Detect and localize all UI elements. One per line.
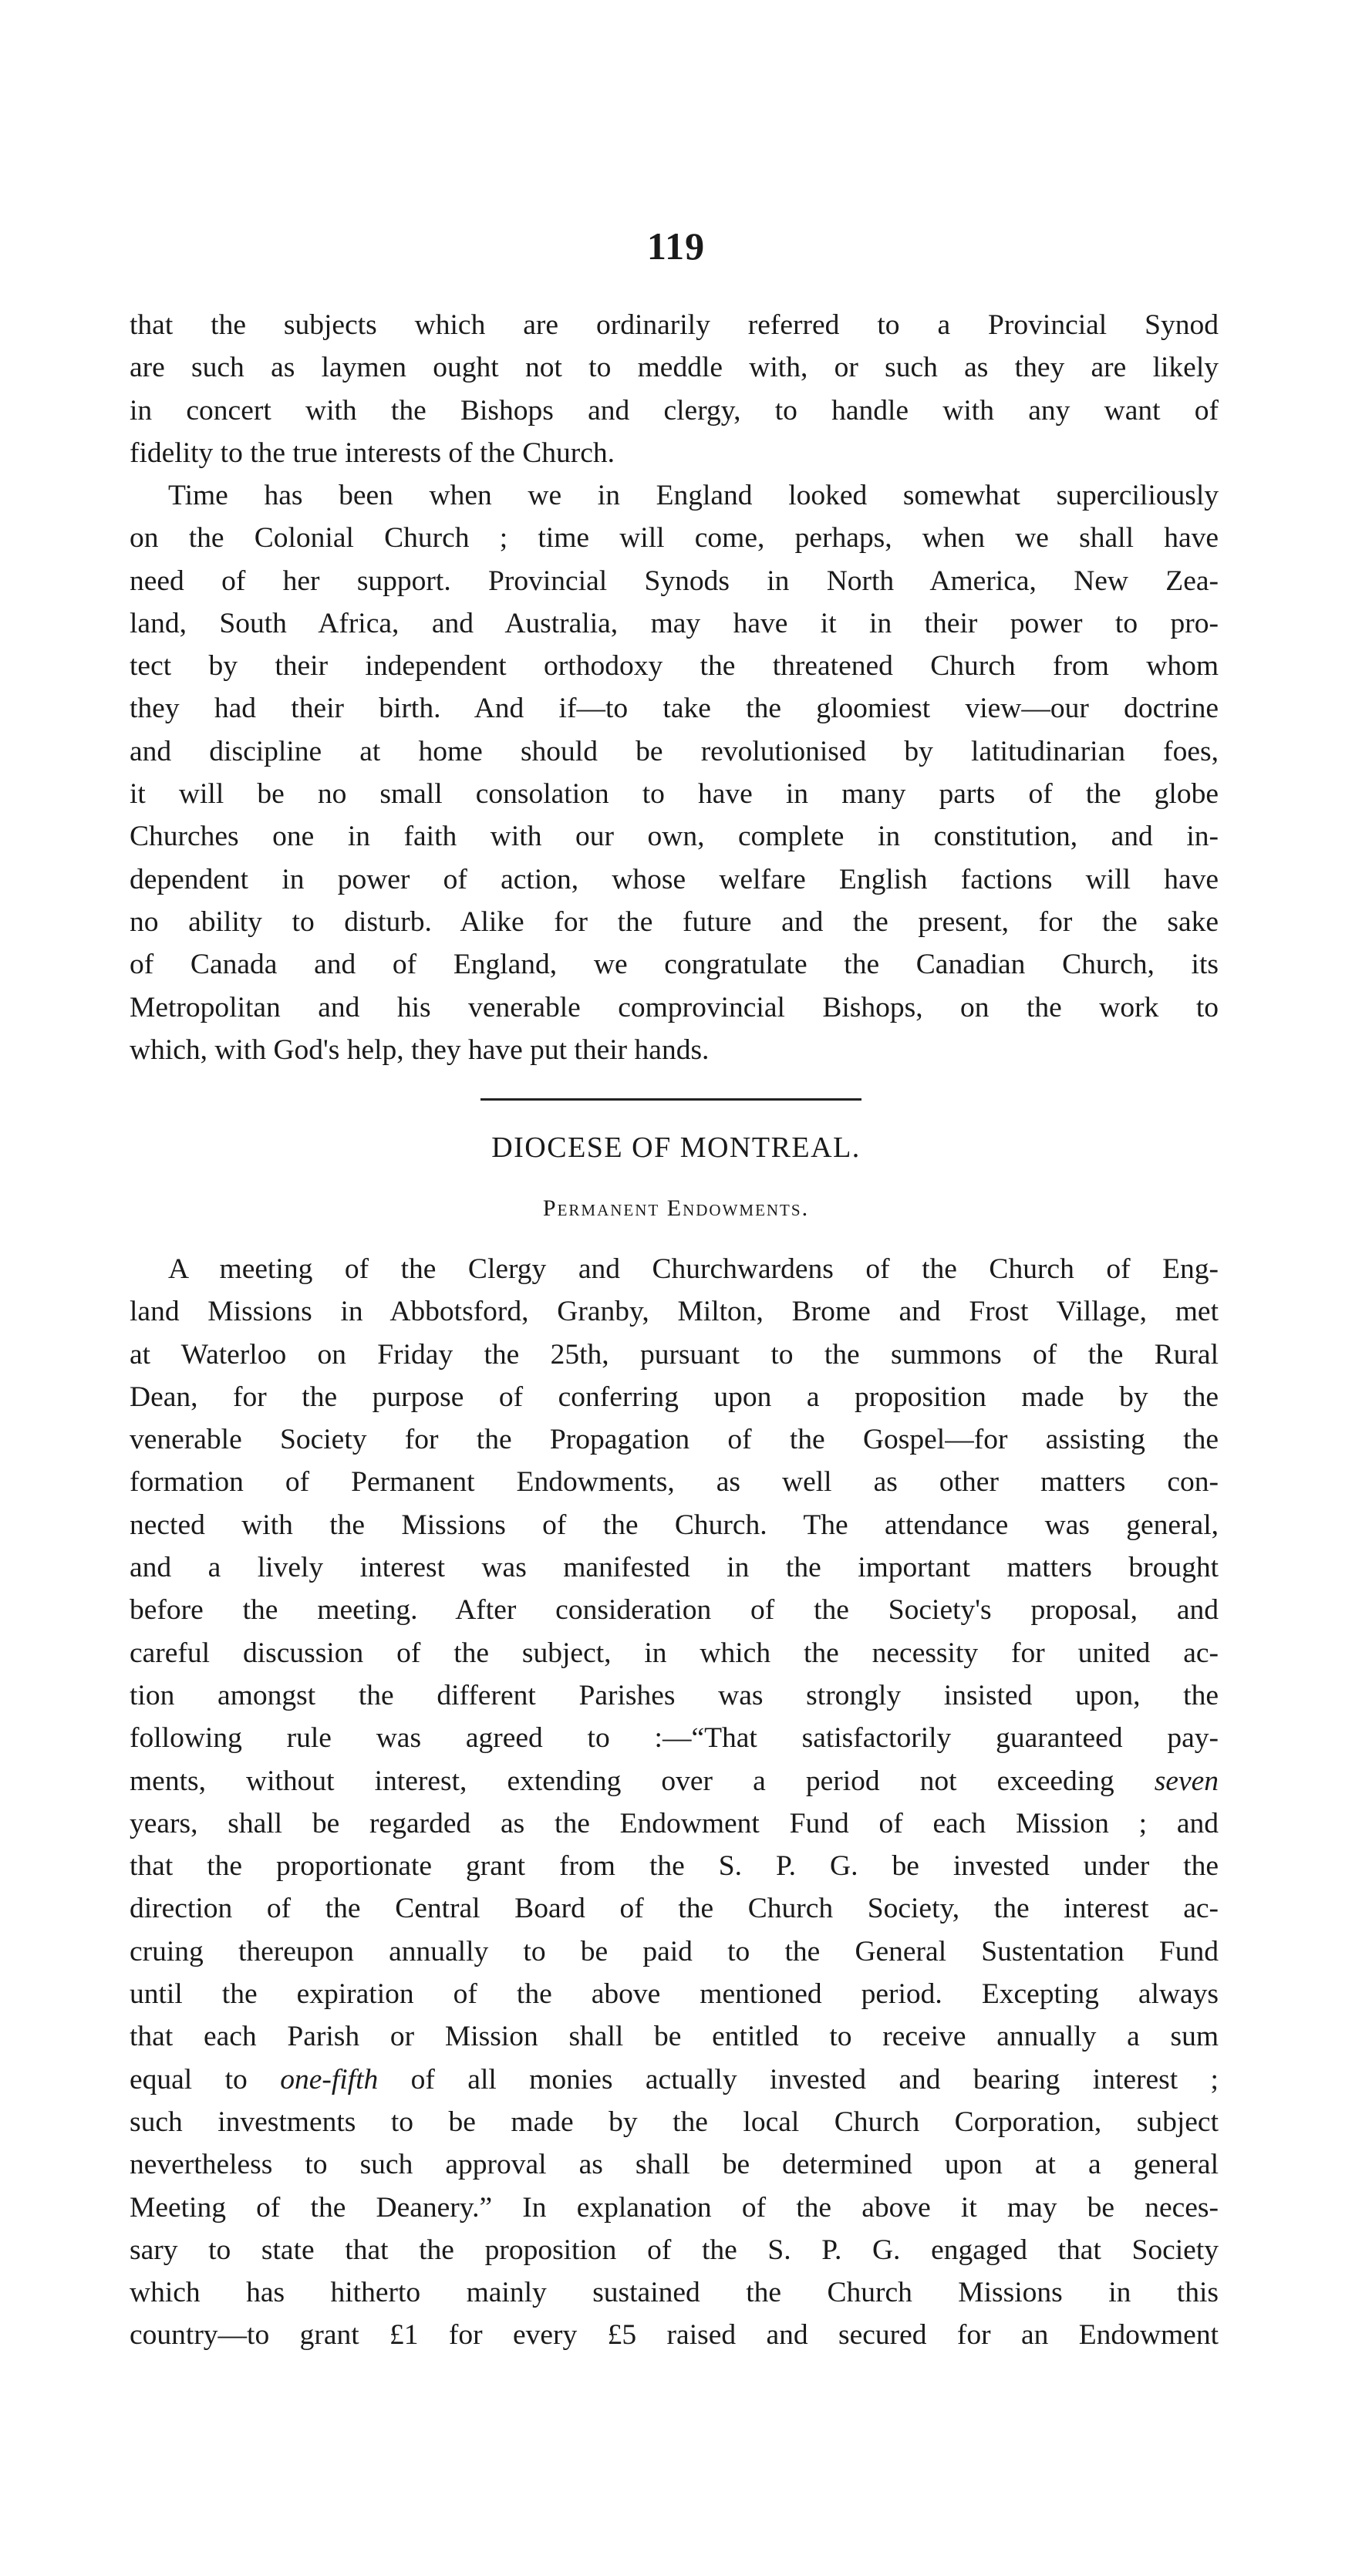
text-line: that each Parish or Mission shall be entitled to receive annually a sum bbox=[130, 2021, 1219, 2053]
text-line: land, South Africa, and Australia, may have it in their power to pro- bbox=[130, 607, 1219, 639]
section-heading: DIOCESE OF MONTREAL. bbox=[491, 1131, 861, 1164]
text-line: nevertheless to such approval as shall be determined upon at a general bbox=[130, 2149, 1219, 2181]
paragraph bbox=[130, 304, 1219, 474]
italic-text: one-fifth bbox=[280, 2063, 379, 2096]
text-line: land Missions in Abbotsford, Granby, Milton, Brome and Frost Village, met bbox=[130, 1296, 1219, 1328]
text-line: at Waterloo on Friday the 25th, pursuant to the summons of the Rural bbox=[130, 1338, 1219, 1371]
text-line: and a lively interest was manifested in the important matters brought bbox=[130, 1552, 1219, 1584]
paragraph-meeting bbox=[130, 1248, 1219, 2357]
text-line: they had their birth. And if—to take the gloomiest view—our doctrine bbox=[130, 693, 1219, 725]
text-line: tion amongst the different Parishes was strongly insisted upon, the bbox=[130, 1679, 1219, 1711]
text-line: are such as laymen ought not to meddle with, or such as they are likely bbox=[130, 352, 1219, 384]
text-line: Churches one in faith with our own, complete in constitution, and in- bbox=[130, 821, 1219, 853]
text-segment: ments, without interest, extending over a period not exceeding bbox=[130, 1765, 1155, 1797]
text-line: of Canada and of England, we congratulate the Canadian Church, its bbox=[130, 949, 1219, 981]
text-line: nected with the Missions of the Church. The attendance was general, bbox=[130, 1509, 1219, 1541]
paragraph-continuation bbox=[130, 304, 1219, 474]
paragraph-colonial-church bbox=[130, 474, 1219, 1071]
text-line: sary to state that the proposition of the S. P. G. engaged that Society bbox=[130, 2234, 1219, 2266]
text-line: venerable Society for the Propagation of the Gospel—for assisting the bbox=[130, 1424, 1219, 1456]
text-line: careful discussion of the subject, in which the necessity for united ac- bbox=[130, 1637, 1219, 1669]
text-line: country—to grant £1 for every £5 raised and secured for an Endowment bbox=[130, 2319, 1219, 2352]
text-line: tect by their independent orthodoxy the threatened Church from whom bbox=[130, 650, 1219, 683]
text-line: Time has been when we in England looked somewhat superciliously bbox=[168, 480, 1219, 511]
text-line: Meeting of the Deanery.” In explanation of the above it may be neces- bbox=[130, 2191, 1219, 2224]
text-line bbox=[130, 2058, 1219, 2101]
section-divider bbox=[480, 1098, 861, 1101]
text-line: fidelity to the true interests of the Church. bbox=[130, 437, 615, 469]
italic-text: seven bbox=[1154, 1765, 1219, 1797]
text-line: until the expiration of the above mentioned period. Excepting always bbox=[130, 1978, 1219, 2011]
text-line: dependent in power of action, whose welfare English factions will have bbox=[130, 863, 1219, 895]
text-line: need of her support. Provincial Synods in North America, New Zea- bbox=[130, 565, 1219, 597]
text-line: in concert with the Bishops and clergy, to handle with any want of bbox=[130, 394, 1219, 427]
text-line: on the Colonial Church ; time will come, perhaps, when we shall have bbox=[130, 522, 1219, 555]
page-number: 119 bbox=[646, 224, 706, 268]
text-line: that the proportionate grant from the S. P. G. be invested under the bbox=[130, 1850, 1219, 1883]
text-segment: equal to bbox=[130, 2063, 281, 2096]
text-line: Dean, for the purpose of conferring upon a proposition made by the bbox=[130, 1381, 1219, 1413]
paragraph bbox=[130, 1248, 1219, 2357]
text-line: Metropolitan and his venerable comprovincial Bishops, on the work to bbox=[130, 991, 1219, 1023]
text-line: which has hitherto mainly sustained the Church Missions in this bbox=[130, 2277, 1219, 2309]
paragraph bbox=[130, 474, 1219, 1071]
text-line: direction of the Central Board of the Church Society, the interest ac- bbox=[130, 1893, 1219, 1925]
text-line: which, with God's help, they have put their hands. bbox=[130, 1033, 710, 1066]
text-line: before the meeting. After consideration of the Society's proposal, and bbox=[130, 1594, 1219, 1627]
text-line: cruing thereupon annually to be paid to the General Sustentation Fund bbox=[130, 1935, 1219, 1967]
text-line: and discipline at home should be revolutionised by latitudinarian foes, bbox=[130, 735, 1219, 767]
section-subheading: Permanent Endowments. bbox=[542, 1195, 810, 1221]
text-line: it will be no small consolation to have in many parts of the globe bbox=[130, 778, 1219, 811]
text-line: A meeting of the Clergy and Churchwardens of the Church of Eng- bbox=[168, 1253, 1219, 1285]
text-line: years, shall be regarded as the Endowment Fund of each Mission ; and bbox=[130, 1807, 1219, 1839]
text-line: no ability to disturb. Alike for the future and the present, for the sake bbox=[130, 905, 1219, 938]
text-line: that the subjects which are ordinarily referred to a Provincial Synod bbox=[130, 309, 1219, 341]
text-segment: of all monies actually invested and bearing interest ; bbox=[378, 2063, 1219, 2096]
text-line: such investments to be made by the local Church Corporation, subject bbox=[130, 2106, 1219, 2138]
text-line: formation of Permanent Endowments, as well as other matters con- bbox=[130, 1466, 1219, 1499]
text-line: following rule was agreed to :—“That satisfactorily guaranteed pay- bbox=[130, 1722, 1219, 1755]
text-line bbox=[130, 1760, 1219, 1802]
